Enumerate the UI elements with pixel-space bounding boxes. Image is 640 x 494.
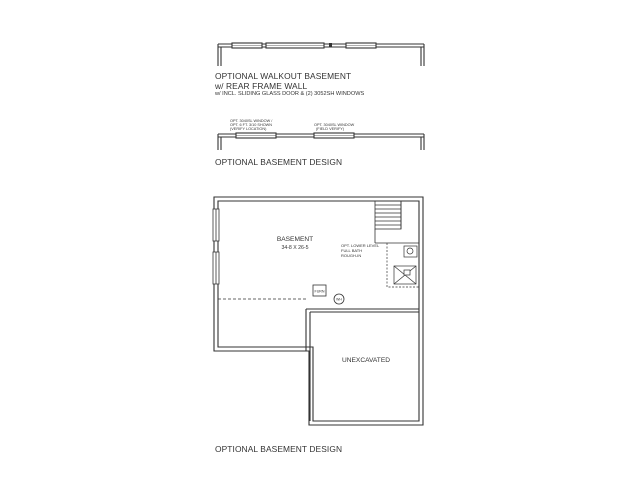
bath-note-line1: OPT. LOWER LEVEL [341,243,380,248]
bath-rough-in [387,243,419,287]
bath-note-line3: ROUGH-IN [341,253,362,258]
bath-note-line2: FULL BATH [341,248,363,253]
walkout-rear-wall [218,43,424,66]
room-name: BASEMENT [276,236,314,243]
basement-window-strip [218,133,424,150]
furnace-label: FURN [314,289,325,294]
stairs [375,201,419,243]
walkout-title-line1: OPTIONAL WALKOUT BASEMENT [215,71,352,81]
walkout-subtitle: w/ INCL. SLIDING GLASS DOOR & (2) 3052SH WINDOWS [215,91,365,97]
basement-outer-walls [214,197,423,425]
unexcavated-label: UNEXCAVATED [342,357,390,364]
room-size: 34-8 X 26-5 [281,245,309,251]
basement-design-title-top: OPTIONAL BASEMENT DESIGN [215,157,343,167]
window-note-left-1: OPT. 3040SL WINDOW / [230,119,273,123]
window-note-left-2: OPT. 6 FT. 3/10 SHOWN [230,123,272,127]
water-heater-label: WH [336,297,342,302]
window-note-right-2: (FIELD VERIFY) [316,127,345,131]
walkout-title-line2: w/ REAR FRAME WALL [215,81,308,91]
unexcavated-partition [306,309,419,421]
basement-design-title-bottom: OPTIONAL BASEMENT DESIGN [215,444,343,454]
window-note-left-3: (VERIFY LOCATION) [230,127,267,131]
window-note-right-1: OPT. 3040SL WINDOW [314,123,355,127]
